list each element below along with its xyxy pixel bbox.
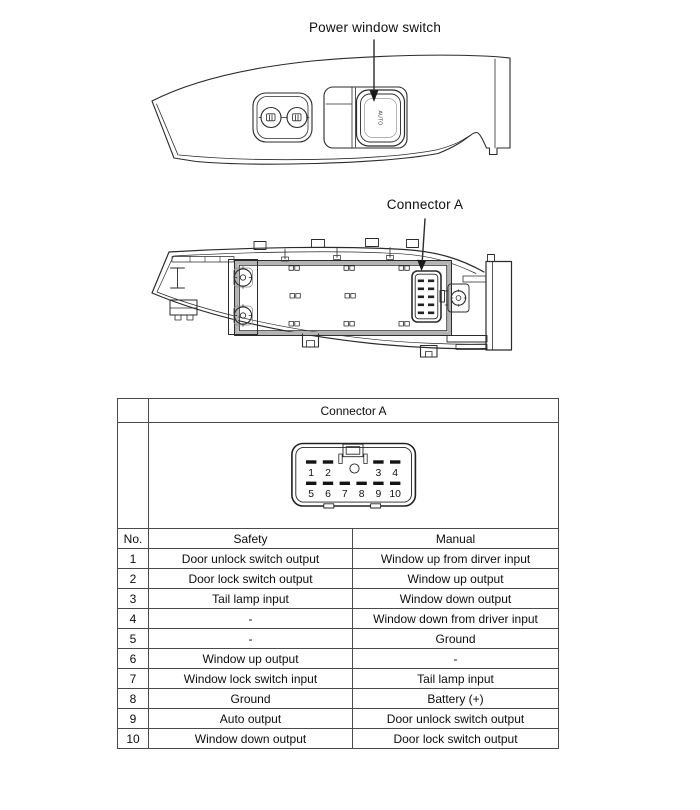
pin-no-cell: 1 [118,549,149,569]
col-header-safety: Safety [149,529,353,549]
connector-a-callout-label: Connector A [386,197,464,212]
manual-cell: Door lock switch output [353,729,559,749]
corner-cell [118,399,149,423]
connector-bottom-tab [370,504,380,508]
connector-a-pinout-diagram [291,442,417,509]
mounting-bosses [229,260,258,335]
manual-cell: Window up from dirver input [353,549,559,569]
table-row [118,529,559,549]
table-row [118,729,559,749]
manual-cell: Window down from driver input [353,609,559,629]
pin-number-label: 9 [375,489,381,501]
armrest-back-view [152,239,512,358]
pin-no-cell: 2 [118,569,149,589]
table-row [118,609,559,629]
pin-no-cell: 10 [118,729,149,749]
manual-cell: Window down output [353,589,559,609]
armrest-top-view [152,55,510,164]
safety-cell: Door lock switch output [149,569,353,589]
table-row [118,669,559,689]
pin-no-cell: 8 [118,689,149,709]
table-row [118,629,559,649]
pin-no-cell: 4 [118,609,149,629]
pin-number-label: 10 [388,489,401,501]
pin-number-label: 7 [341,489,348,501]
safety-cell: Window down output [149,729,353,749]
table-row [118,589,559,609]
pin-number-label: 2 [324,467,331,479]
pin-no-cell: 7 [118,669,149,689]
safety-cell: Auto output [149,709,353,729]
manual-cell: Door unlock switch output [353,709,559,729]
manual-cell: - [353,649,559,669]
power-window-switch-arrow [370,40,379,102]
manual-cell: Window up output [353,569,559,589]
connector-a-drawing [412,271,445,322]
connector-bottom-tab [323,504,333,508]
pin-number-label: 8 [358,489,364,501]
pin-no-cell: 9 [118,709,149,729]
pin-no-cell: 6 [118,649,149,669]
connector-index-hole [349,464,358,473]
pin-no-cell: 3 [118,589,149,609]
safety-cell: Window up output [149,649,353,669]
safety-cell: Ground [149,689,353,709]
connector-pin-table [117,398,559,749]
manual-cell: Tail lamp input [353,669,559,689]
table-row [118,709,559,729]
pin-no-cell: 5 [118,629,149,649]
col-header-manual: Manual [353,529,559,549]
safety-cell: - [149,629,353,649]
pin-number-label: 3 [375,467,381,479]
col-header-no: No. [118,529,149,549]
table-row [118,549,559,569]
housing-latch-squares [289,266,409,326]
manual-cell: Ground [353,629,559,649]
manual-cell: Battery (+) [353,689,559,709]
auto-switch-label: AUTO [376,110,383,126]
table-row [118,689,559,709]
safety-cell: Window lock switch input [149,669,353,689]
pin-number-label: 1 [307,467,314,479]
pin-number-label: 5 [307,489,314,501]
unlock-icon [293,114,302,121]
left-bracket-parts [170,268,197,320]
power-window-switch-drawing [324,87,407,148]
table-row [118,649,559,669]
pin-number-label: 4 [391,467,398,479]
lock-icon [267,114,276,121]
table-title: Connector A [149,399,559,423]
pin-number-label: 6 [324,489,331,501]
connector-pinout-cell [149,423,559,529]
power-window-switch-label: Power window switch [308,20,442,35]
corner-cell [118,423,149,529]
safety-cell: Tail lamp input [149,589,353,609]
door-lock-switch-drawing [253,93,312,142]
table-row [118,569,559,589]
safety-cell: Door unlock switch output [149,549,353,569]
table-row [118,423,559,529]
safety-cell: - [149,609,353,629]
table-row [118,399,559,423]
